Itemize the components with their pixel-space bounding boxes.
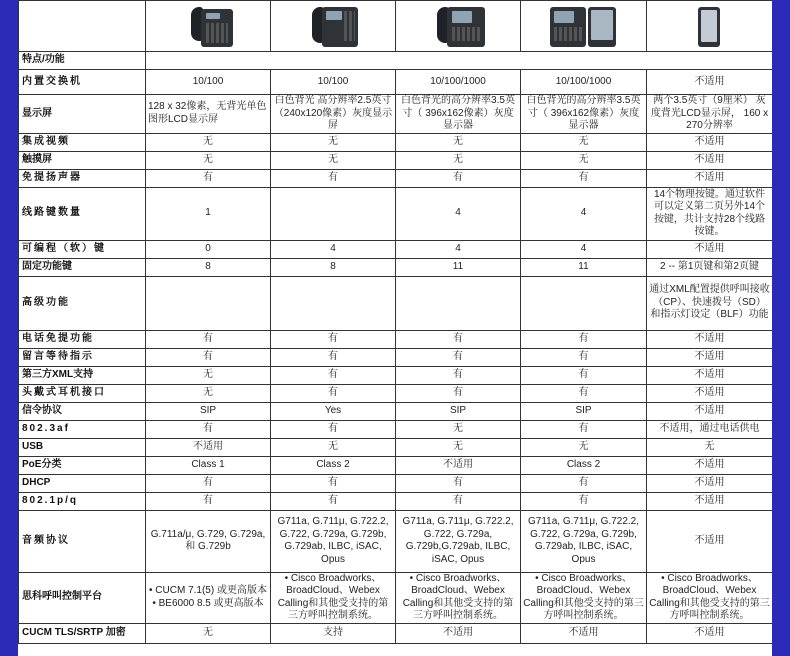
table-row [19,187,773,240]
table-cell: 通过XML配置提供呼叫接收（CP）、快速拨号（SD）和指示灯设定（BLF）功能 [647,276,773,330]
table-cell: G711a, G.711μ, G.722.2, G.722, G.729a, G.729b,G.729ab, ILBC, iSAC, Opus [396,510,521,572]
table-row [19,384,773,402]
row-label: 音频协议 [19,510,146,572]
row-label: 内置交换机 [19,70,146,95]
table-row [19,133,773,151]
table-cell: 有 [271,366,396,384]
table-row [19,623,773,643]
table-cell: 10/100/1000 [521,70,647,95]
table-cell: 有 [521,384,647,402]
table-cell: 不适用 [647,70,773,95]
table-cell: 10/100/1000 [396,70,521,95]
table-cell: 8 [146,258,271,276]
table-cell: 白色背光的高分辨率3.5英寸（ 396x162像素）灰度显示器 [396,95,521,134]
table-cell: 有 [396,384,521,402]
row-label: 集成视频 [19,133,146,151]
table-cell: 两个3.5英寸（9厘米） 灰度背光LCD显示屏， 160 x 270分辨率 [647,95,773,134]
phone-image-2 [271,1,396,52]
phone-image-5 [647,1,773,52]
table-cell: 不适用 [396,456,521,474]
table-cell: 4 [396,240,521,258]
table-cell: 不适用 [647,348,773,366]
table-cell: 有 [146,348,271,366]
table-cell: 无 [271,438,396,456]
table-row [19,420,773,438]
table-cell: 无 [271,151,396,169]
table-cell: • CUCM 7.1(5) 或更高版本 • BE6000 8.5 或更高版本 [146,572,271,623]
table-cell: 有 [396,330,521,348]
table-cell: 4 [521,187,647,240]
table-cell: 无 [146,366,271,384]
table-cell: 有 [521,492,647,510]
table-cell: SIP [521,402,647,420]
table-cell: 有 [271,474,396,492]
table-row [19,492,773,510]
table-cell: 不适用 [647,456,773,474]
table-cell: 不适用 [647,169,773,187]
table-cell: SIP [396,402,521,420]
table-row [19,510,773,572]
table-row [19,276,773,330]
table-cell: 不适用 [647,510,773,572]
table-cell: 有 [521,348,647,366]
table-cell: 白色背光的高分辨率3.5英寸（ 396x162像素）灰度显示器 [521,95,647,134]
table-cell: 有 [271,348,396,366]
row-label: 线路键数量 [19,187,146,240]
table-cell: 有 [521,366,647,384]
row-label: 802.3af [19,420,146,438]
table-cell: 14个物理按键。通过软件可以定义第二页另外14个按键，共计支持28个线路按键。 [647,187,773,240]
table-row [19,474,773,492]
table-cell: G.711a/μ, G.729, G.729a, 和 G.729b [146,510,271,572]
table-cell: 无 [396,420,521,438]
table-cell: 有 [396,366,521,384]
row-label: 高级功能 [19,276,146,330]
table-cell: 无 [146,623,271,643]
table-cell [396,276,521,330]
table-cell [146,276,271,330]
section-title: 特点/功能 [19,52,146,70]
row-label: USB [19,438,146,456]
table-cell: 8 [271,258,396,276]
table-cell: 有 [396,169,521,187]
spec-table [18,0,772,644]
table-row [19,366,773,384]
table-cell: 有 [146,330,271,348]
table-cell: • Cisco Broadworks、BroadCloud、Webex Calling和其他受支持的第三方呼叫控制系统。 [647,572,773,623]
table-cell: 不适用 [521,623,647,643]
table-cell: 1 [146,187,271,240]
table-cell: 4 [396,187,521,240]
table-cell: 有 [146,420,271,438]
phone-image-3 [396,1,521,52]
table-cell: Class 2 [271,456,396,474]
table-row [19,330,773,348]
table-cell: 无 [396,133,521,151]
row-label: 可编程（软）键 [19,240,146,258]
table-row [19,240,773,258]
table-cell: 有 [271,420,396,438]
table-row [19,169,773,187]
table-cell: 有 [521,330,647,348]
section-title-fill [146,52,773,70]
table-cell: 不适用 [647,623,773,643]
table-row [19,151,773,169]
table-row [19,572,773,623]
table-cell: 11 [521,258,647,276]
row-label: 留言等待指示 [19,348,146,366]
table-cell: 无 [521,438,647,456]
table-cell: 无 [271,133,396,151]
table-cell: • Cisco Broadworks、BroadCloud、Webex Calling和其他受支持的第三方呼叫控制系统。 [521,572,647,623]
table-cell [271,276,396,330]
table-cell: 有 [396,348,521,366]
table-cell: 不适用 [647,402,773,420]
table-cell: 有 [271,492,396,510]
section-title-row [19,52,773,70]
table-cell: 不适用 [647,366,773,384]
phone-image-row [19,1,773,52]
table-cell: 无 [396,151,521,169]
row-label: 第三方XML支持 [19,366,146,384]
table-cell: SIP [146,402,271,420]
table-row [19,258,773,276]
table-row [19,438,773,456]
table-cell: 有 [396,492,521,510]
table-cell: 无 [521,133,647,151]
table-cell: 无 [146,133,271,151]
table-cell: 有 [146,169,271,187]
table-cell: 白色背光 高分辨率2.5英寸（240x120像素）灰度显示屏 [271,95,396,134]
table-cell: 不适用 [647,384,773,402]
spec-sheet [18,0,772,656]
table-cell: 有 [146,474,271,492]
table-cell: 不适用 [647,240,773,258]
row-label: 802.1p/q [19,492,146,510]
table-cell [521,276,647,330]
table-cell [271,187,396,240]
table-cell: 10/100 [271,70,396,95]
corner-cell [19,1,146,52]
table-cell: 不适用 [647,151,773,169]
row-label: 思科呼叫控制平台 [19,572,146,623]
row-label: DHCP [19,474,146,492]
table-cell: 无 [647,438,773,456]
table-cell: Yes [271,402,396,420]
table-cell: 不适用 [647,492,773,510]
row-label: PoE分类 [19,456,146,474]
table-cell: 有 [521,474,647,492]
table-row [19,95,773,134]
table-cell: 有 [271,169,396,187]
table-cell: 不适用 [647,330,773,348]
table-cell: 4 [271,240,396,258]
phone-image-4 [521,1,647,52]
table-cell: Class 2 [521,456,647,474]
table-cell: 有 [396,474,521,492]
phone-image-1 [146,1,271,52]
row-label: 电话免提功能 [19,330,146,348]
table-cell: • Cisco Broadworks、BroadCloud、Webex Calling和其他受支持的第三方呼叫控制系统。 [396,572,521,623]
table-cell: 无 [396,438,521,456]
table-cell: 0 [146,240,271,258]
table-cell: 无 [146,151,271,169]
table-cell: 4 [521,240,647,258]
table-cell: 2 -- 第1页键和第2页键 [647,258,773,276]
table-cell: 有 [271,384,396,402]
row-label: 头戴式耳机接口 [19,384,146,402]
row-label: 固定功能键 [19,258,146,276]
table-cell: G711a, G.711μ, G.722.2, G.722, G.729a, G.729b, G.729ab, ILBC, iSAC, Opus [271,510,396,572]
table-cell: 有 [521,420,647,438]
table-cell: • Cisco Broadworks、BroadCloud、Webex Calling和其他受支持的第三方呼叫控制系统。 [271,572,396,623]
table-cell: 128 x 32像素，无背光单色图形LCD显示屏 [146,95,271,134]
table-cell: 有 [521,169,647,187]
table-cell: 不适用，通过电话供电 [647,420,773,438]
row-label: CUCM TLS/SRTP 加密 [19,623,146,643]
table-cell: 无 [146,384,271,402]
table-row [19,456,773,474]
table-cell: 不适用 [396,623,521,643]
table-cell: Class 1 [146,456,271,474]
table-row [19,70,773,95]
table-cell: 支持 [271,623,396,643]
row-label: 显示屏 [19,95,146,134]
row-label: 信令协议 [19,402,146,420]
row-label: 免提扬声器 [19,169,146,187]
table-cell: 10/100 [146,70,271,95]
table-row [19,402,773,420]
table-cell: 11 [396,258,521,276]
table-cell: 不适用 [146,438,271,456]
table-cell: 有 [146,492,271,510]
table-cell: 不适用 [647,133,773,151]
table-cell: 不适用 [647,474,773,492]
table-cell: G711a, G.711μ, G.722.2, G.722, G.729a, G.729b, G.729ab, ILBC, iSAC, Opus [521,510,647,572]
table-row [19,348,773,366]
table-cell: 无 [521,151,647,169]
row-label: 触摸屏 [19,151,146,169]
table-cell: 有 [271,330,396,348]
